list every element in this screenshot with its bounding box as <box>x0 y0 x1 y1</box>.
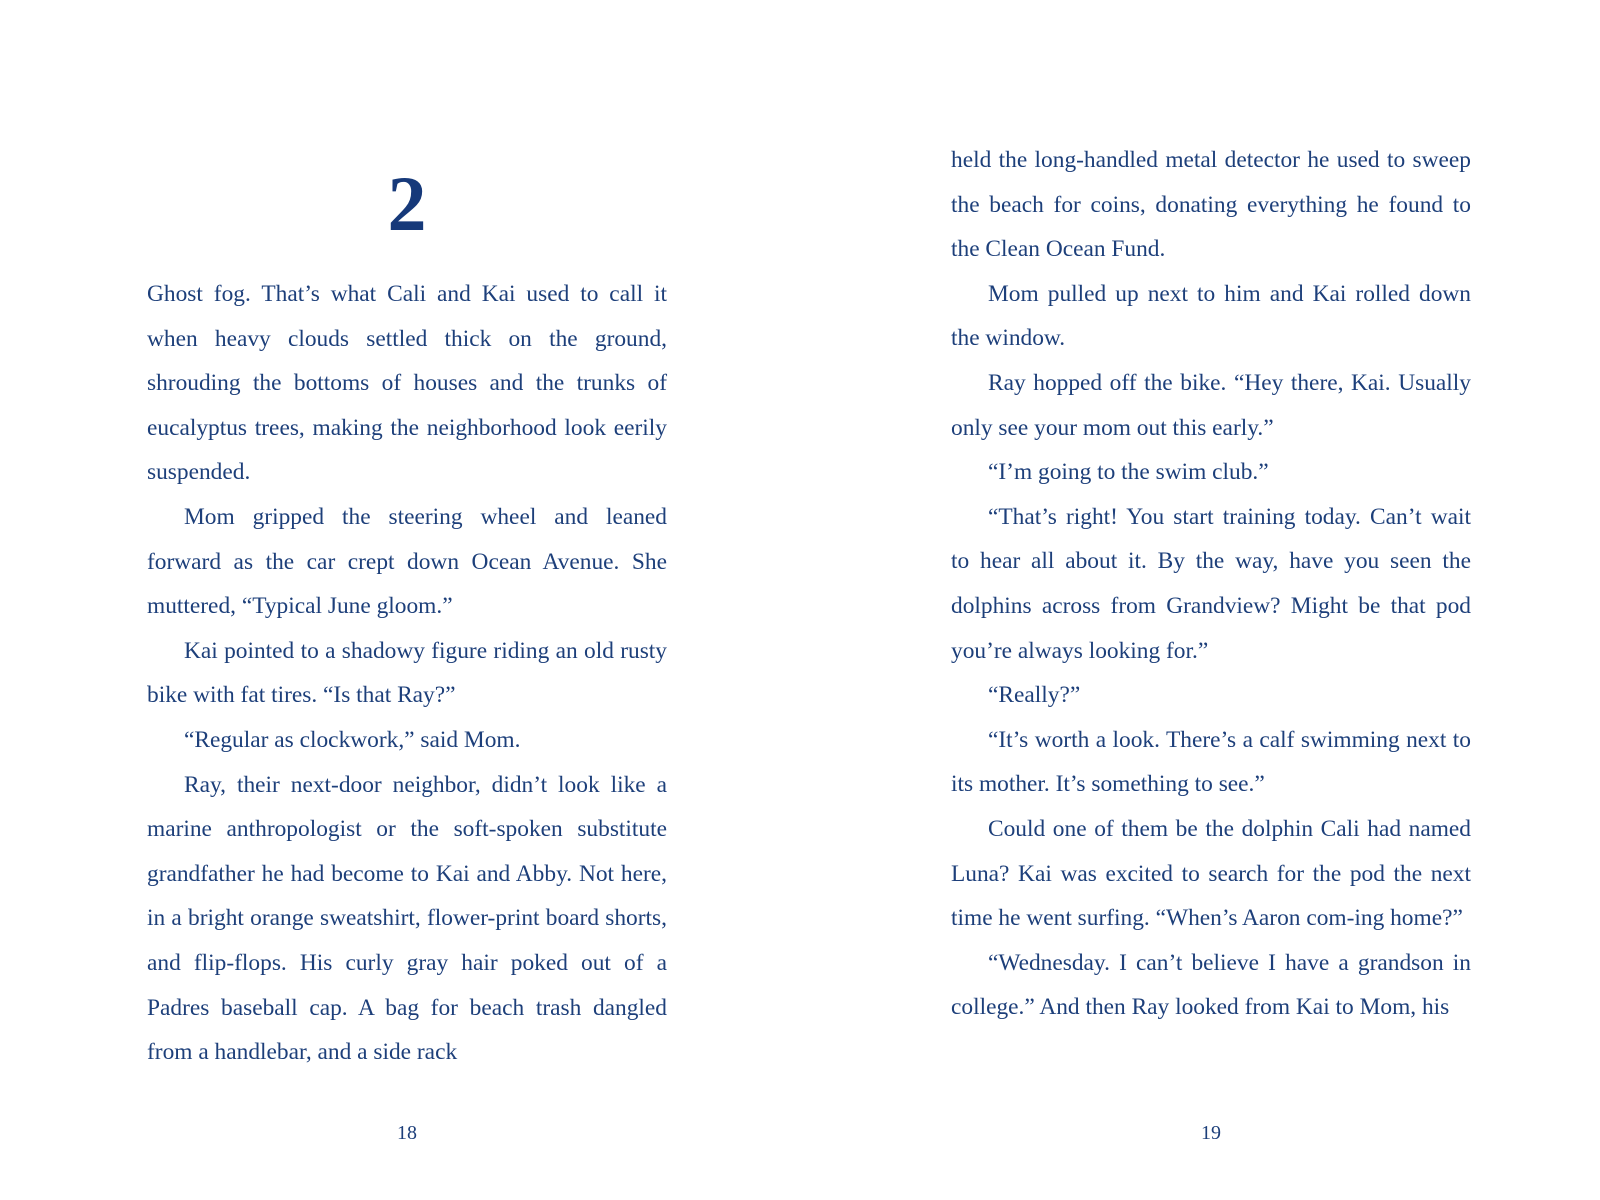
paragraph: held the long-handled metal detector he used to sweep the beach for coins, donating everything he found to the Clean Ocean Fund. <box>951 147 1471 263</box>
paragraph: Ghost fog. That’s what Cali and Kai used to call it when heavy clouds settled thick on the ground, shrouding the bottoms of houses and the trunks of eucalyptus trees, making the neighborhood look eerily suspended. <box>147 281 667 486</box>
paragraph: “Wednesday. I can’t believe I have a grandson in college.” And then Ray looked from Kai to Mom, his <box>951 949 1471 1021</box>
paragraph: “Regular as clockwork,” said Mom. <box>184 726 521 753</box>
right-page <box>951 0 1471 1200</box>
left-page-text <box>147 272 667 1075</box>
paragraph: Kai pointed to a shadowy figure riding an old rusty bike with fat tires. “Is that Ray?” <box>147 637 667 709</box>
paragraph: Could one of them be the dolphin Cali had named Luna? Kai was excited to search for the pod the next time he went surfing. “When’s Aaron com-ing home?” <box>951 815 1471 932</box>
paragraph: Ray, their next-door neighbor, didn’t look like a marine anthropologist or the soft-spoken substitute grandfather he had become to Kai and Abby. Not here, in a bright orange sweatshirt, flower-print board shorts, and flip-flops. His curly gray hair poked out of a Padres baseball cap. A bag for beach trash dangled from a handlebar, and a side rack <box>147 771 667 1066</box>
page-number: 19 <box>1201 1122 1221 1144</box>
paragraph: Mom pulled up next to him and Kai rolled down the window. <box>951 280 1471 352</box>
paragraph: “Really?” <box>988 682 1081 709</box>
paragraph: Ray hopped off the bike. “Hey there, Kai. Usually only see your mom out this early.” <box>951 369 1471 441</box>
paragraph: “That’s right! You start training today. Can’t wait to hear all about it. By the way, have you seen the dolphins across from Grandview? Might be that pod you’re always looking for.” <box>951 503 1471 664</box>
chapter-number: 2 <box>387 160 427 247</box>
paragraph: “It’s worth a look. There’s a calf swimming next to its mother. It’s something to see.” <box>951 726 1471 798</box>
paragraph: Mom gripped the steering wheel and leaned forward as the car crept down Ocean Avenue. She muttered, “Typical June gloom.” <box>147 503 667 620</box>
right-page-text <box>951 138 1471 1030</box>
paragraph: “I’m going to the swim club.” <box>988 459 1269 486</box>
left-page <box>147 0 667 1200</box>
page-number: 18 <box>397 1122 417 1144</box>
